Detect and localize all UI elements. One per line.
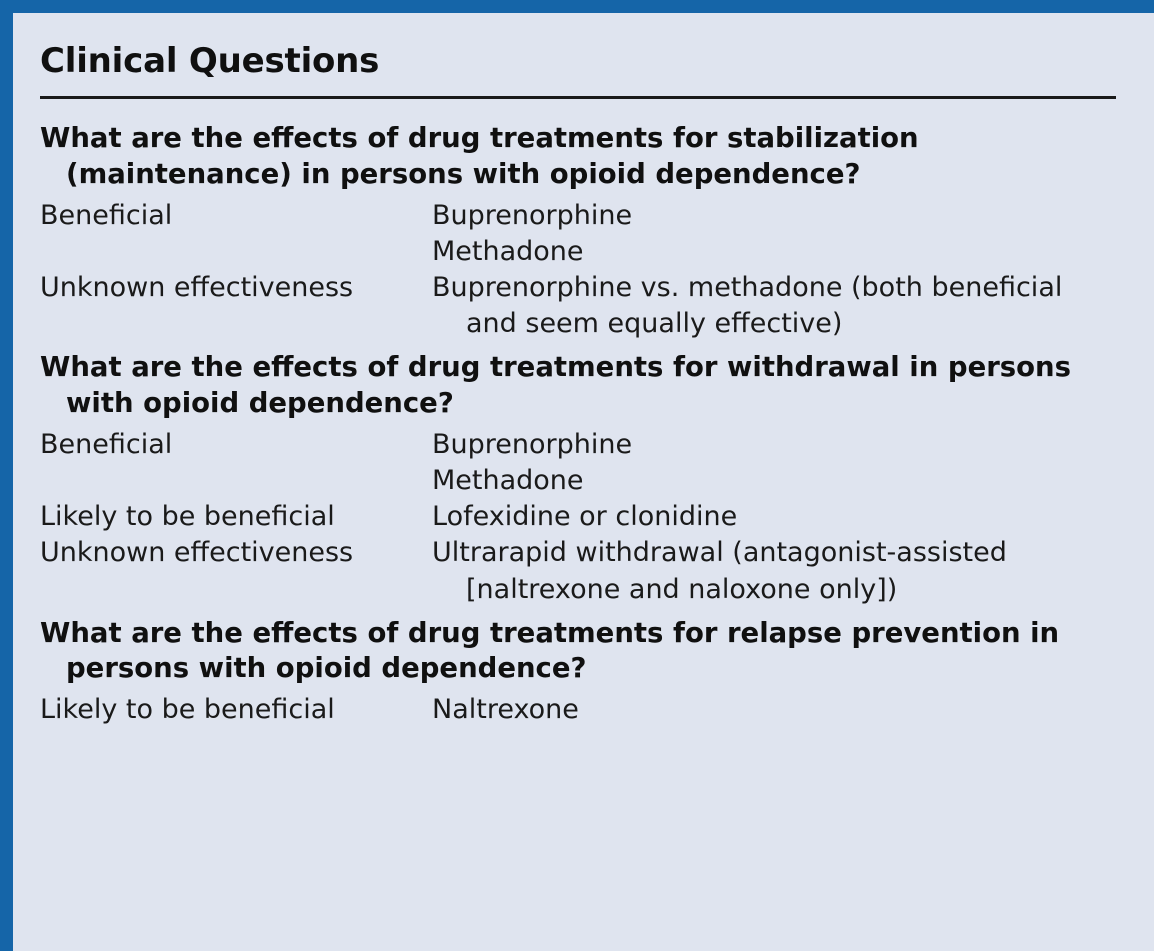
question-line-2: (maintenance) in persons with opioid dependence? bbox=[66, 157, 861, 190]
evidence-rows bbox=[40, 692, 1116, 728]
evidence-value bbox=[432, 234, 1116, 270]
question-line-1: What are the effects of drug treatments for withdrawal in persons bbox=[40, 351, 1071, 384]
question-heading bbox=[40, 616, 1116, 686]
table-row bbox=[40, 427, 1116, 463]
evidence-value-line-2: [naltrexone and naloxone only]) bbox=[466, 573, 898, 605]
question-section bbox=[40, 121, 1116, 342]
evidence-value-line-1: Buprenorphine bbox=[432, 199, 633, 231]
evidence-category: Beneficial bbox=[40, 199, 173, 231]
table-row bbox=[40, 499, 1116, 535]
evidence-rows bbox=[40, 198, 1116, 343]
evidence-value-line-1: Buprenorphine bbox=[432, 428, 633, 460]
table-row bbox=[40, 234, 1116, 270]
panel-content bbox=[13, 13, 1154, 728]
question-section bbox=[40, 616, 1116, 729]
table-row bbox=[40, 270, 1116, 342]
page-title: Clinical Questions bbox=[40, 41, 380, 81]
table-row bbox=[40, 535, 1116, 607]
evidence-value-line-1: Buprenorphine vs. methadone (both beneficial bbox=[432, 272, 1063, 304]
evidence-category: Beneficial bbox=[40, 428, 173, 460]
evidence-rows bbox=[40, 427, 1116, 608]
question-heading bbox=[40, 121, 1116, 191]
evidence-value bbox=[432, 198, 1116, 234]
evidence-value bbox=[432, 270, 1116, 342]
table-row bbox=[40, 463, 1116, 499]
title-divider bbox=[40, 96, 1116, 99]
evidence-value bbox=[432, 499, 1116, 535]
evidence-value bbox=[432, 463, 1116, 499]
evidence-category: Likely to be beneficial bbox=[40, 694, 335, 726]
evidence-value-line-1: Lofexidine or clonidine bbox=[432, 501, 738, 533]
evidence-value bbox=[432, 427, 1116, 463]
evidence-value bbox=[432, 535, 1116, 607]
question-section bbox=[40, 350, 1116, 607]
question-line-2: persons with opioid dependence? bbox=[66, 651, 587, 684]
evidence-value-line-1: Ultrarapid withdrawal (antagonist-assisted bbox=[432, 537, 1007, 569]
question-line-1: What are the effects of drug treatments for relapse prevention in bbox=[40, 616, 1060, 649]
evidence-category: Likely to be beneficial bbox=[40, 501, 335, 533]
evidence-value bbox=[432, 692, 1116, 728]
evidence-value-line-1: Naltrexone bbox=[432, 694, 579, 726]
question-heading bbox=[40, 350, 1116, 420]
evidence-value-line-2: and seem equally effective) bbox=[466, 308, 843, 340]
question-line-1: What are the effects of drug treatments for stabilization bbox=[40, 122, 919, 155]
table-row bbox=[40, 198, 1116, 234]
evidence-category: Unknown effectiveness bbox=[40, 537, 354, 569]
evidence-value-line-1: Methadone bbox=[432, 235, 584, 267]
question-line-2: with opioid dependence? bbox=[66, 386, 454, 419]
evidence-value-line-1: Methadone bbox=[432, 465, 584, 496]
table-row bbox=[40, 692, 1116, 728]
evidence-category: Unknown effectiveness bbox=[40, 272, 354, 304]
